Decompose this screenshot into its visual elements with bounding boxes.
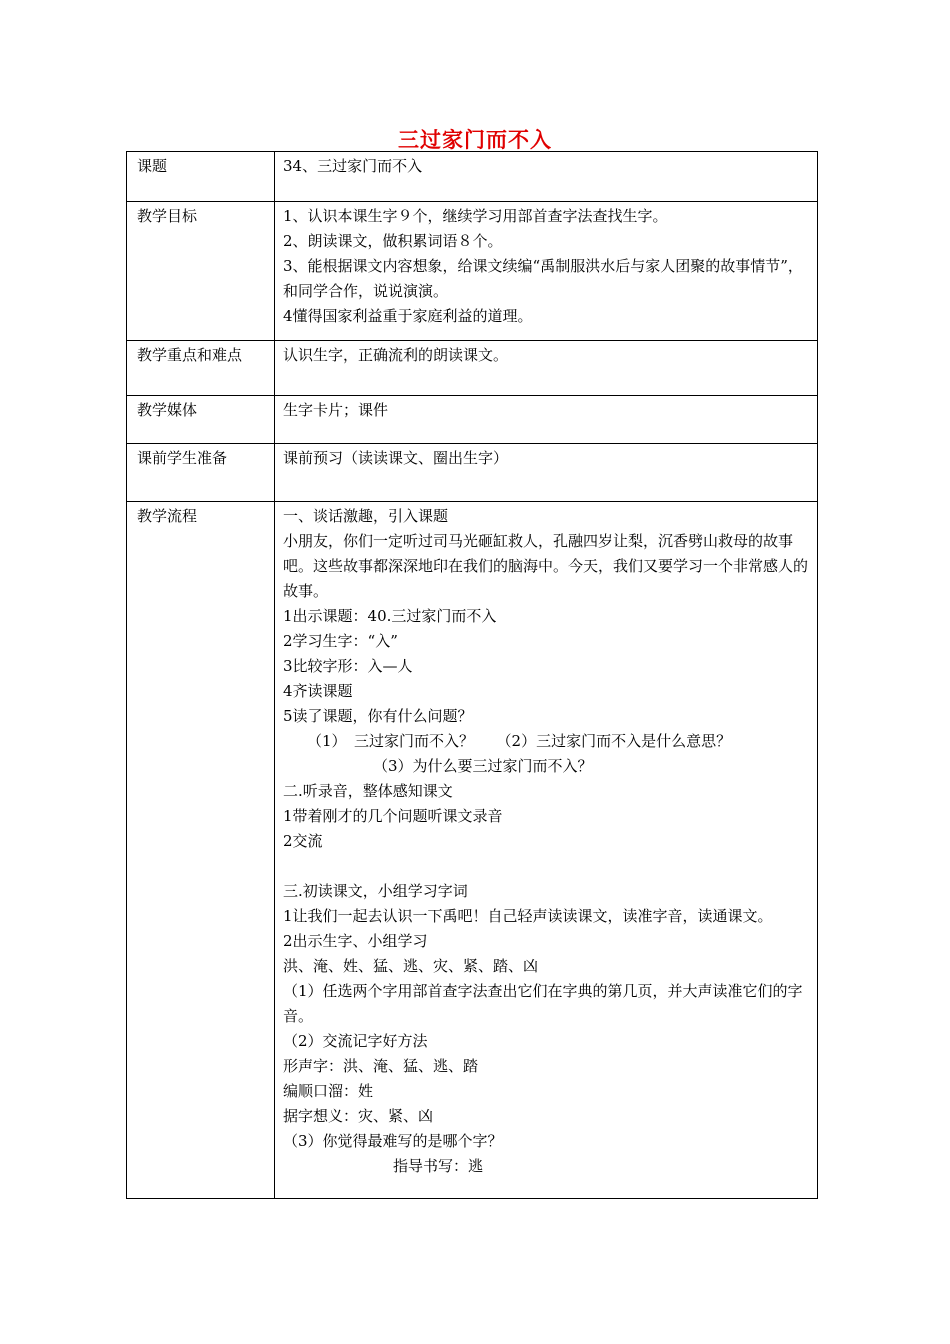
row-goals [127, 202, 818, 341]
value-process [275, 502, 818, 1199]
row-key-points [127, 341, 818, 396]
process-line: 一、谈话激趣，引入课题 [283, 507, 449, 525]
process-line: 5读了课题，你有什么问题？ [283, 707, 473, 725]
label-key-points: 教学重点和难点 [127, 341, 275, 396]
value-key-points: 认识生字，正确流利的朗读课文。 [275, 341, 818, 396]
process-line: 2交流 [283, 832, 323, 850]
row-media [127, 396, 818, 444]
goal-line: 1、认识本课生字９个，继续学习用部首查字法查找生字。 [283, 207, 668, 225]
process-line: 4齐读课题 [283, 682, 353, 700]
label-media: 教学媒体 [127, 396, 275, 444]
row-process [127, 502, 818, 1199]
value-goals [275, 202, 818, 341]
process-line: （1）任选两个字用部首查字法查出它们在字典的第几页，并大声读准它们的字音。 [283, 982, 803, 1025]
process-line: （1） 三过家门而不入？ （2）三过家门而不入是什么意思？ [307, 732, 732, 750]
process-line: 2学习生字：“入” [283, 632, 398, 650]
row-prep [127, 444, 818, 502]
document-title: 三过家门而不入 [398, 128, 552, 152]
process-line: 1出示课题：40.三过家门而不入 [283, 607, 497, 625]
process-line: （3）为什么要三过家门而不入？ [373, 757, 593, 775]
goal-line: 2、朗读课文，做积累词语８个。 [283, 232, 503, 250]
label-process: 教学流程 [127, 502, 275, 1199]
label-topic: 课题 [127, 152, 275, 202]
process-line: 洪、淹、姓、猛、逃、灾、紧、踏、凶 [283, 957, 539, 975]
process-line: 小朋友，你们一定听过司马光砸缸救人，孔融四岁让梨，沉香劈山救母的故事吧。这些故事都深深地印在我们的脑海中。今天，我们又要学习一个非常感人的故事。 [283, 532, 809, 600]
label-goals: 教学目标 [127, 202, 275, 341]
process-line: 2出示生字、小组学习 [283, 932, 428, 950]
row-topic [127, 152, 818, 202]
process-line: （2）交流记字好方法 [283, 1032, 428, 1050]
process-line: 1让我们一起去认识一下禹吧！自己轻声读读课文，读准字音，读通课文。 [283, 907, 773, 925]
value-topic: 34、三过家门而不入 [275, 152, 818, 202]
process-line: 1带着刚才的几个问题听课文录音 [283, 807, 503, 825]
process-line: 形声字：洪、淹、猛、逃、踏 [283, 1057, 479, 1075]
goal-line: 4懂得国家利益重于家庭利益的道理。 [283, 307, 533, 325]
process-line: 三.初读课文，小组学习字词 [283, 882, 468, 900]
process-line: 编顺口溜：姓 [283, 1082, 374, 1100]
process-blank-line [283, 854, 809, 879]
label-prep: 课前学生准备 [127, 444, 275, 502]
value-prep: 课前预习（读读课文、圈出生字） [275, 444, 818, 502]
value-media: 生字卡片；课件 [275, 396, 818, 444]
process-line: 二.听录音，整体感知课文 [283, 782, 453, 800]
goal-line: 3、能根据课文内容想象，给课文续编“禹制服洪水后与家人团聚的故事情节”，和同学合作，说说演演。 [283, 257, 803, 300]
process-line: 据字想义：灾、紧、凶 [283, 1107, 434, 1125]
process-line: 指导书写：逃 [393, 1157, 484, 1175]
lesson-plan-table [126, 151, 818, 1199]
process-line: （3）你觉得最难写的是哪个字？ [283, 1132, 503, 1150]
process-line: 3比较字形：入—人 [283, 657, 413, 675]
